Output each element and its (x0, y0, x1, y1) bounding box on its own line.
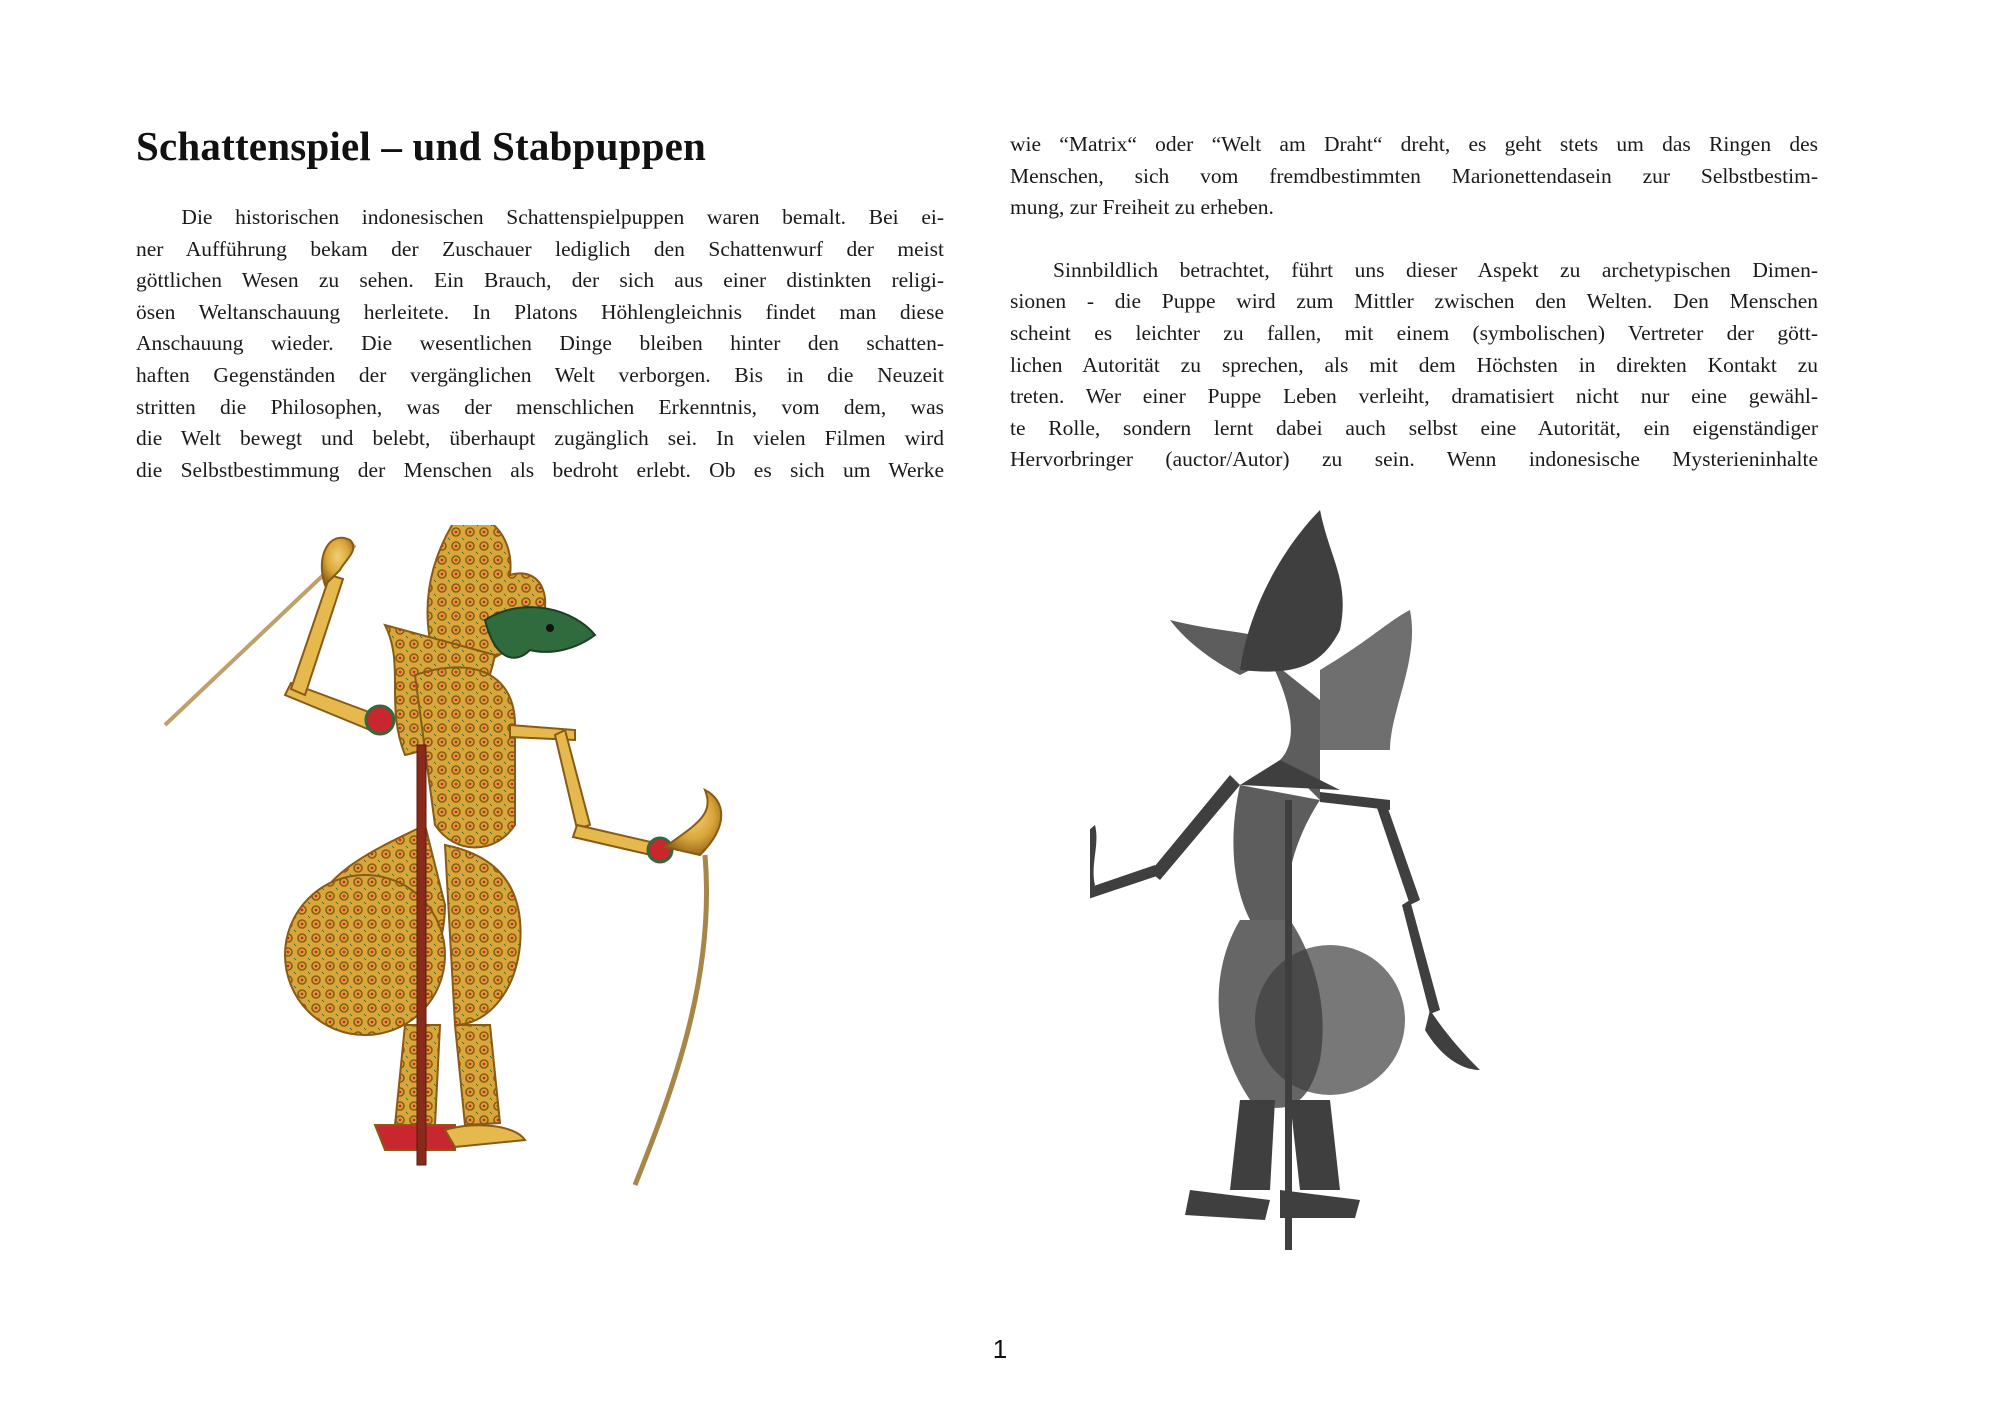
right-text-column (1010, 129, 1818, 476)
text-line: Anschauung wieder. Die wesentlichen Dinge bleiben hinter den schatten- (136, 331, 944, 356)
text-line: stritten die Philosophen, was der menschlichen Erkenntnis, vom dem, was (136, 394, 944, 419)
text-line: Hervorbringer (auctor/Autor) zu sein. Wenn indonesische Mysterieninhalte (1010, 447, 1818, 472)
shadow-puppet (1090, 510, 1480, 1250)
text-line: die Selbstbestimmung der Menschen als bedroht erlebt. Ob es sich um Werke (136, 457, 944, 482)
page-number: 1 (992, 1334, 1008, 1364)
control-rod (635, 855, 707, 1185)
text-line: scheint es leichter zu fallen, mit einem (symbolischen) Vertreter der gött- (1010, 320, 1818, 345)
text-line: haften Gegenständen der vergänglichen Welt verborgen. Bis in die Neuzeit (136, 362, 944, 387)
paragraph-gap (1010, 224, 1818, 255)
text-line: ner Aufführung bekam der Zuschauer lediglich den Schattenwurf der meist (136, 236, 944, 261)
text-line: göttlichen Wesen zu sehen. Ein Brauch, der sich aus einer distinkten religi- (136, 268, 944, 293)
text-line: wie “Matrix“ oder “Welt am Draht“ dreht, es geht stets um das Ringen des (1010, 132, 1818, 156)
paragraph-right-1 (1010, 129, 1818, 224)
paragraph-left (136, 202, 944, 486)
text-line: mung, zur Freiheit zu erheben. (1010, 195, 1274, 220)
page-title: Schattenspiel – und Stabpuppen (136, 123, 706, 169)
text-line: lichen Autorität zu sprechen, als mit dem Höchsten in direkten Kontakt zu (1010, 352, 1818, 377)
paragraph-right-2 (1010, 255, 1818, 476)
text-line: Menschen, sich vom fremdbestimmten Marionettendasein zur Selbstbestim- (1010, 163, 1818, 188)
text-line: Sinnbildlich betrachtet, führt uns dieser Aspekt zu archetypischen Dimen- (1010, 257, 1818, 282)
text-line: te Rolle, sondern lernt dabei auch selbst eine Autorität, ein eigenständiger (1010, 415, 1818, 440)
shadow-silhouette-figure (1090, 500, 1730, 1260)
puppet-torso (415, 667, 515, 847)
painted-puppet-figure (155, 525, 895, 1265)
left-text-column (136, 202, 944, 486)
text-line: treten. Wer einer Puppe Leben verleiht, dramatisiert nicht nur eine gewähl- (1010, 384, 1818, 409)
text-line: ösen Weltanschauung herleitete. In Platons Höhlengleichnis findet man diese (136, 299, 944, 324)
central-rod (417, 745, 426, 1165)
puppet-face (485, 607, 595, 658)
text-line: sionen - die Puppe wird zum Mittler zwischen den Welten. Den Menschen (1010, 289, 1818, 314)
text-line: die Welt bewegt und belebt, überhaupt zugänglich sei. In vielen Filmen wird (136, 426, 944, 451)
text-line: Die historischen indonesischen Schattenspielpuppen waren bemalt. Bei ei- (136, 205, 944, 229)
